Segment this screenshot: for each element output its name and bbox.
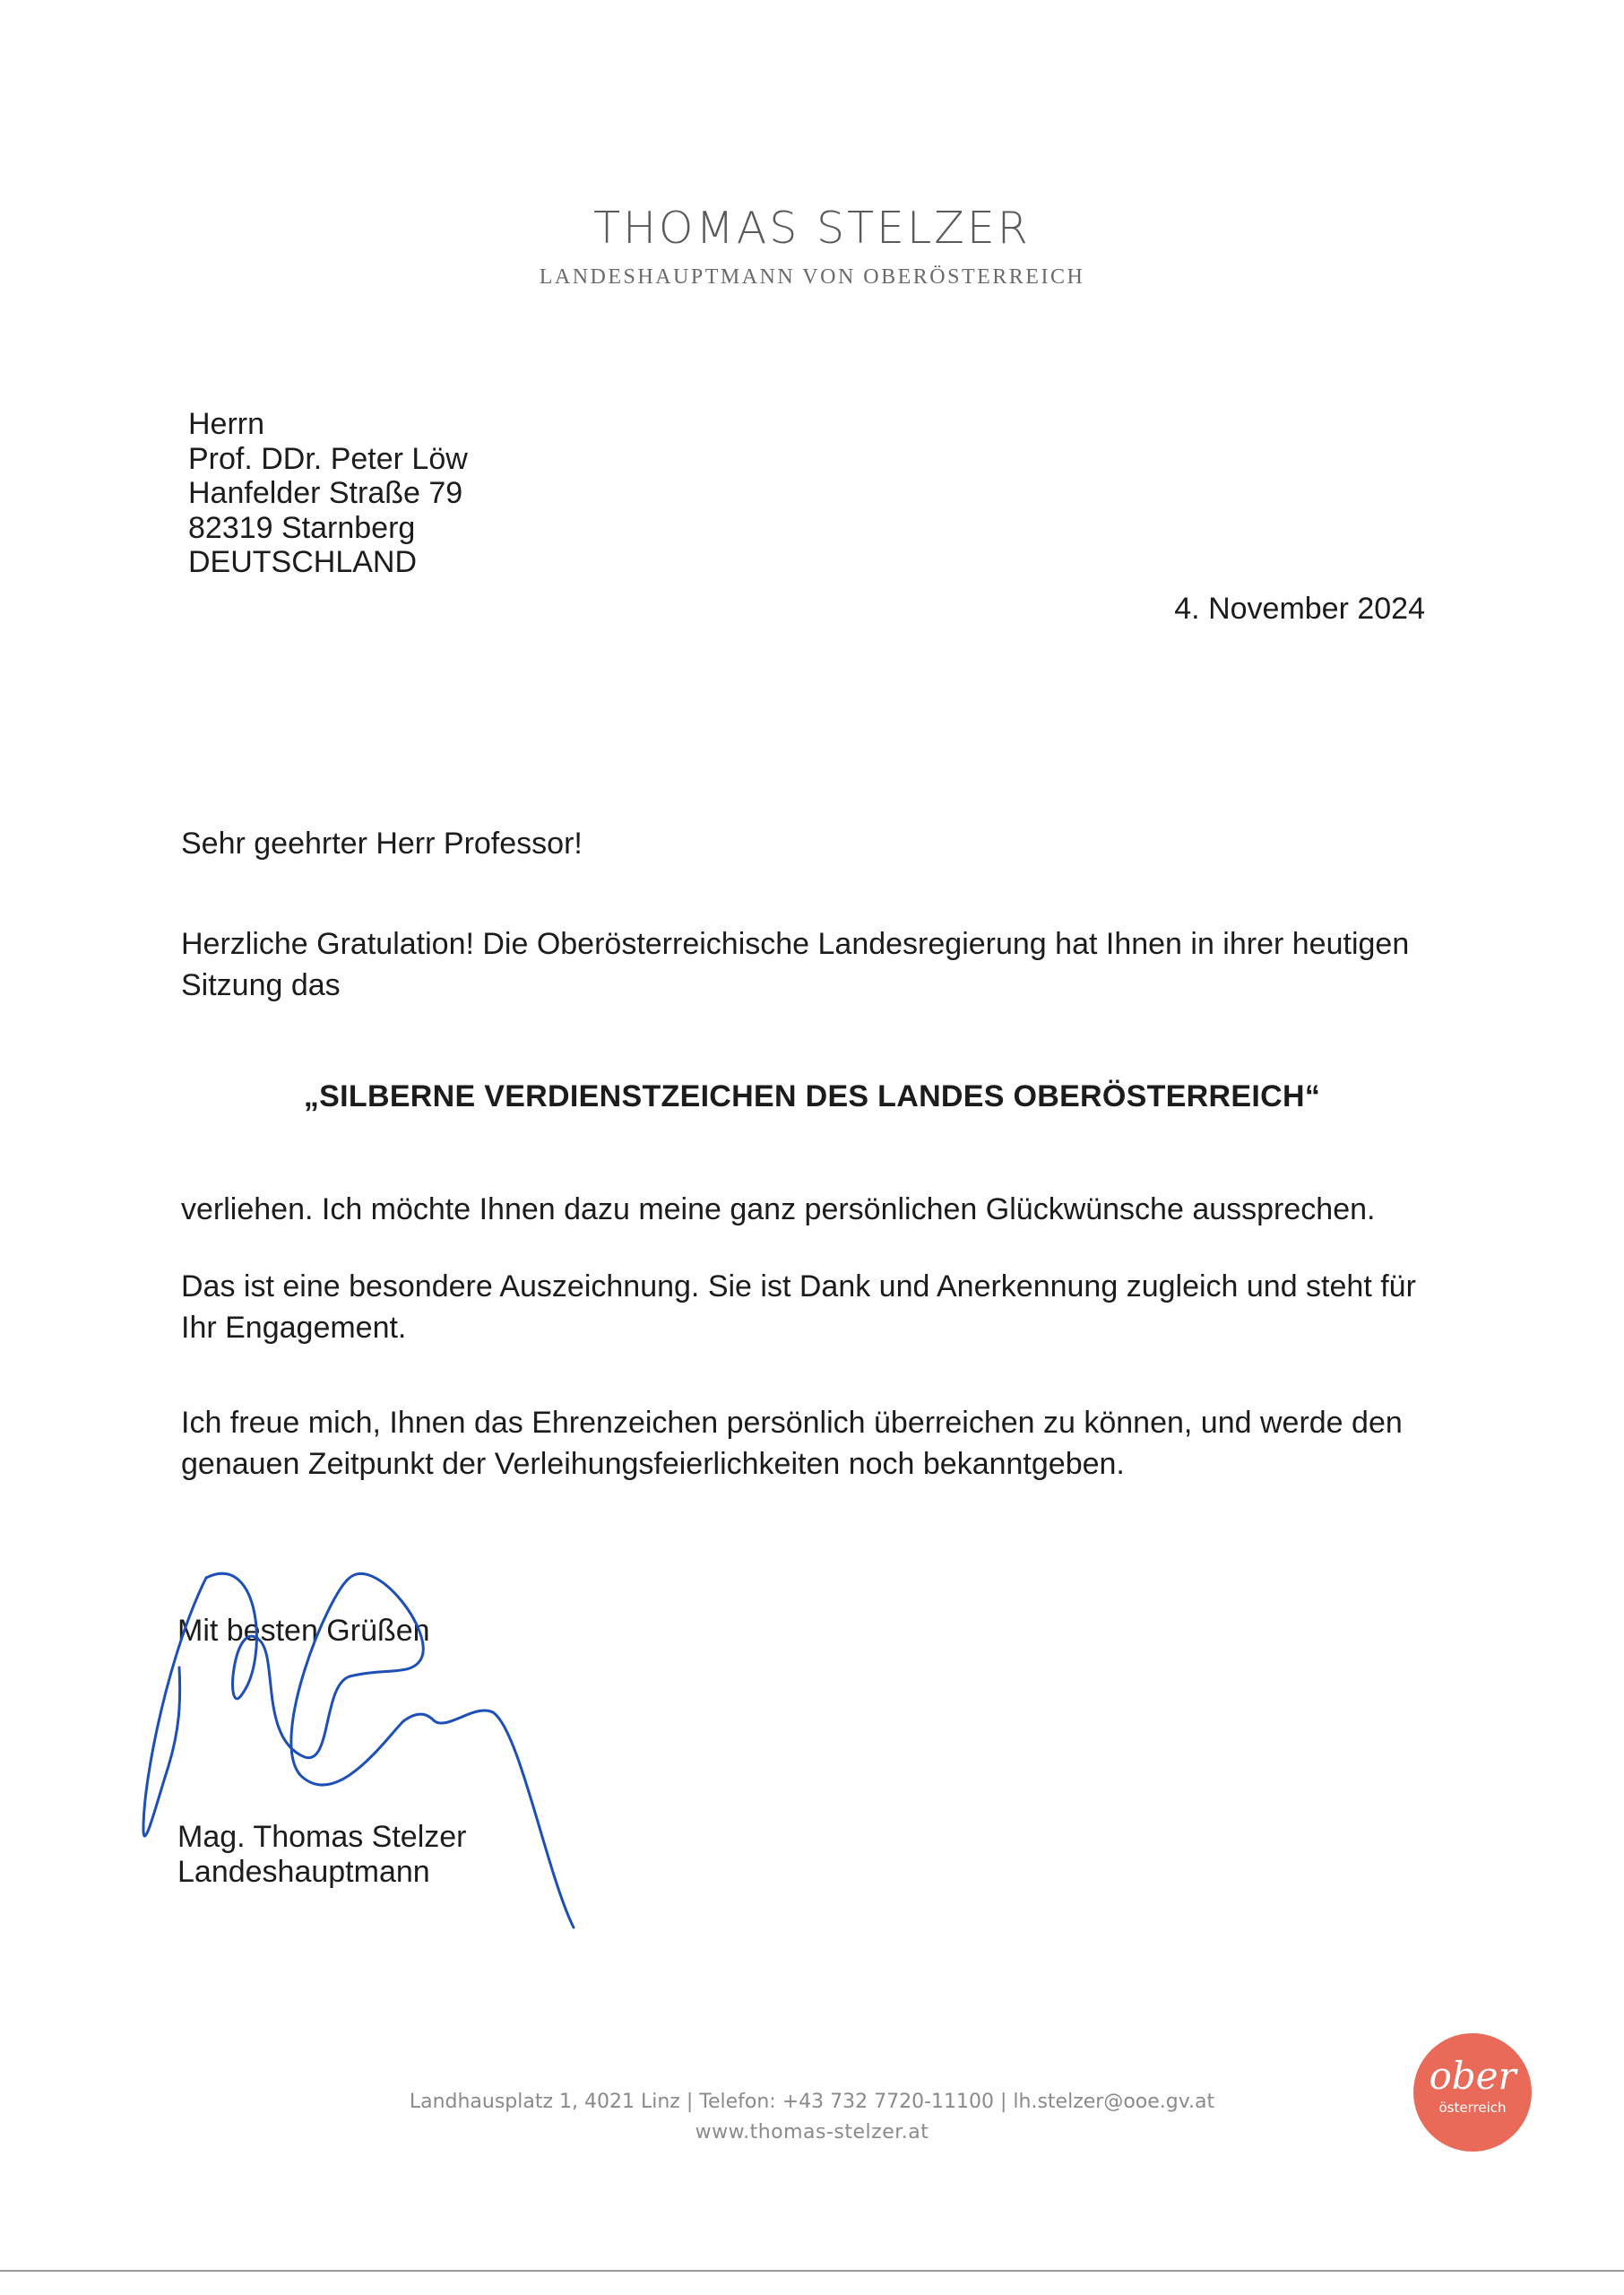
footer-website: www.thomas-stelzer.at: [695, 2121, 929, 2143]
paragraph-1: Herzliche Gratulation! Die Oberösterreichische Landesregierung hat Ihnen in ihrer heutigen Sitzung das: [181, 927, 1410, 1002]
recipient-line: Hanfelder Straße 79: [188, 476, 463, 510]
recipient-line: 82319 Starnberg: [188, 510, 416, 545]
signatory-name: Mag. Thomas Stelzer: [177, 1820, 467, 1854]
signatory: [177, 1820, 467, 1889]
recipient-address: [188, 407, 468, 580]
letterhead-name: THOMAS STELZER: [593, 203, 1031, 254]
letterhead-title: LANDESHAUPTMANN VON OBERÖSTERREICH: [539, 265, 1085, 289]
award-title: „SILBERNE VERDIENSTZEICHEN DES LANDES OBERÖSTERREICH“: [303, 1079, 1321, 1113]
signature-scribble: [125, 1560, 592, 1954]
logo-main-text: ober: [1429, 2054, 1516, 2098]
oberoesterreich-logo: [1413, 2033, 1532, 2152]
paragraph-3: Das ist eine besondere Auszeichnung. Sie ist Dank und Anerkennung zugleich und steht für Ihr Engagement.: [181, 1269, 1416, 1345]
recipient-line: Herrn: [188, 407, 265, 441]
closing: Mit besten Grüßen: [177, 1614, 430, 1648]
letter-date: 4. November 2024: [1174, 592, 1425, 626]
paragraph-4: Ich freue mich, Ihnen das Ehrenzeichen persönlich überreichen zu können, und werde den genauen Zeitpunkt der Verleihungsfeierlichkeiten noch bekanntgeben.: [181, 1406, 1403, 1481]
signatory-role: Landeshauptmann: [177, 1854, 430, 1889]
bottom-rule: [0, 2270, 1624, 2272]
recipient-line: Prof. DDr. Peter Löw: [188, 441, 468, 476]
logo-sub-text: österreich: [1438, 2100, 1507, 2116]
salutation: Sehr geehrter Herr Professor!: [181, 827, 583, 861]
footer-contact: Landhausplatz 1, 4021 Linz | Telefon: +43 732 7720-11100 | lh.stelzer@ooe.gv.at: [409, 2091, 1215, 2113]
recipient-line: DEUTSCHLAND: [188, 545, 418, 579]
paragraph-2: verliehen. Ich möchte Ihnen dazu meine ganz persönlichen Glückwünsche aussprechen.: [181, 1192, 1376, 1226]
